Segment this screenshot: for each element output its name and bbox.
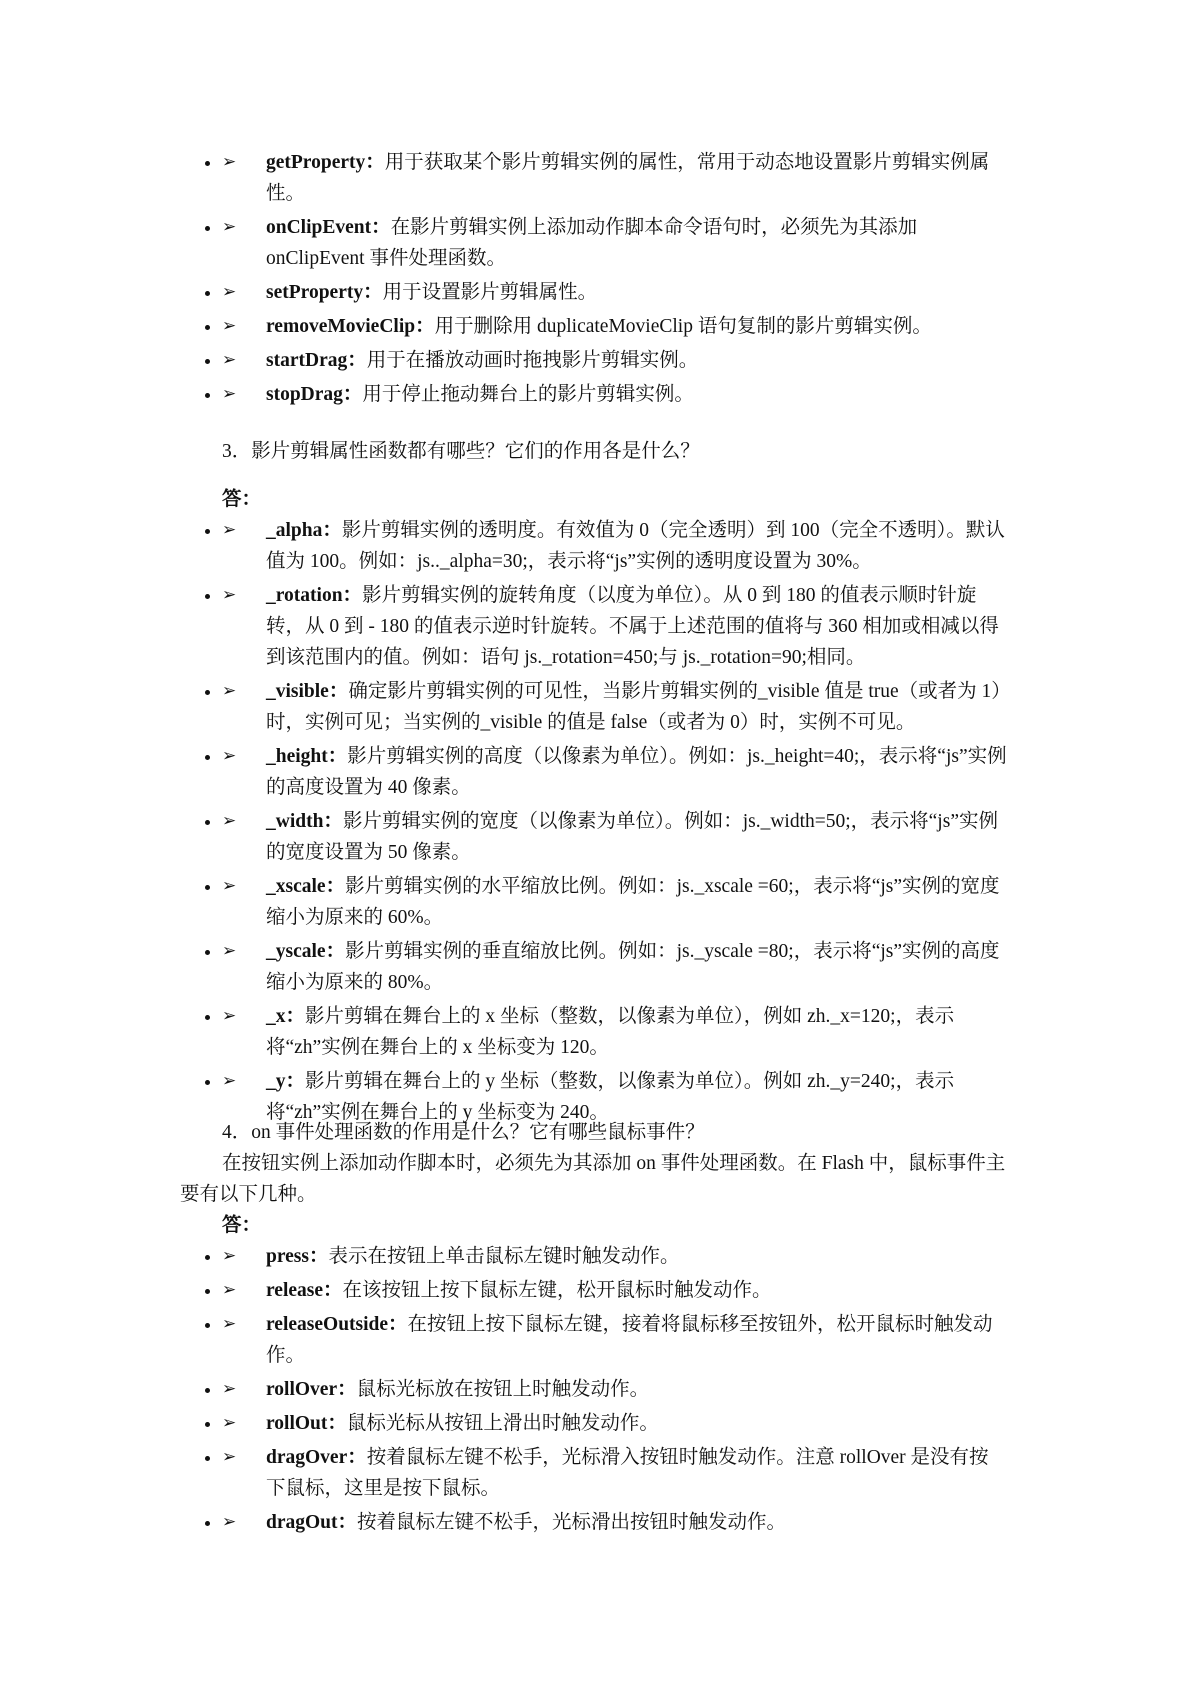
arrow-bullet-icon: • ➢: [222, 1006, 237, 1026]
arrow-bullet-icon: • ➢: [222, 282, 237, 302]
arrow-bullet-icon: • ➢: [222, 1413, 237, 1433]
property-description: 影片剪辑实例的透明度。有效值为 0（完全透明）到 100（完全不透明）。默认值为 100。例如：js.._alpha=30;，表示将“js”实例的透明度设置为 30%。: [266, 520, 1005, 572]
property-term: _visible：: [266, 681, 349, 702]
property-description: 影片剪辑在舞台上的 y 坐标（整数，以像素为单位）。例如 zh._y=240;，表示将“zh”实例在舞台上的 y 坐标变为 240。: [266, 1071, 955, 1123]
list-item: [222, 741, 1007, 803]
property-term: _height：: [266, 746, 348, 767]
event-term: releaseOutside：: [266, 1314, 408, 1335]
function-description: 用于停止拖动舞台上的影片剪辑实例。: [362, 384, 694, 405]
arrow-bullet-icon: • ➢: [222, 585, 237, 605]
arrow-bullet-icon: • ➢: [222, 746, 237, 766]
list-item: [222, 212, 1007, 274]
event-description: 在按钮上按下鼠标左键，接着将鼠标移至按钮外，松开鼠标时触发动作。: [266, 1314, 993, 1366]
list-item: [222, 1001, 1007, 1063]
property-list: [222, 515, 1007, 1128]
arrow-bullet-icon: • ➢: [222, 1379, 237, 1399]
list-item: [222, 936, 1007, 998]
list-item: [222, 379, 1007, 410]
list-item: [222, 277, 1007, 308]
question-4-intro: 在按钮实例上添加动作脚本时，必须先为其添加 on 事件处理函数。在 Flash 中，鼠标事件主要有以下几种。: [180, 1153, 1006, 1205]
arrow-bullet-icon: • ➢: [222, 876, 237, 896]
property-term: _yscale：: [266, 941, 346, 962]
property-term: _x：: [266, 1006, 306, 1027]
property-description: 影片剪辑实例的高度（以像素为单位）。例如：js._height=40;，表示将“js”实例的高度设置为 40 像素。: [266, 746, 1007, 798]
arrow-bullet-icon: • ➢: [222, 1246, 237, 1266]
property-term: _rotation：: [266, 585, 363, 606]
property-term: _alpha：: [266, 520, 342, 541]
question-3: 3．影片剪辑属性函数都有哪些？它们的作用各是什么？: [222, 441, 700, 462]
function-description: 用于在播放动画时拖拽影片剪辑实例。: [366, 350, 699, 371]
property-description: 影片剪辑实例的垂直缩放比例。例如：js._yscale =80;，表示将“js”实例的高度缩小为原来的 80%。: [266, 941, 1000, 993]
list-item: [222, 1241, 1007, 1272]
property-description: 影片剪辑实例的宽度（以像素为单位）。例如：js._width=50;，表示将“js”实例的宽度设置为 50 像素。: [266, 811, 998, 863]
event-description: 鼠标光标放在按钮上时触发动作。: [356, 1379, 650, 1400]
mouse-event-list: [222, 1241, 1007, 1538]
arrow-bullet-icon: • ➢: [222, 520, 237, 540]
function-list: [222, 147, 1007, 410]
list-item: [222, 1408, 1007, 1439]
property-description: 确定影片剪辑实例的可见性，当影片剪辑实例的_visible 值是 true（或者为 1）时，实例可见；当实例的_visible 的值是 false（或者为 0）时，实例不可见。: [266, 681, 1002, 733]
list-item: [222, 345, 1007, 376]
list-item: [222, 311, 1007, 342]
event-description: 在该按钮上按下鼠标左键，松开鼠标时触发动作。: [342, 1280, 772, 1301]
function-description: 用于删除用 duplicateMovieClip 语句复制的影片剪辑实例。: [434, 316, 932, 337]
property-description: 影片剪辑实例的旋转角度（以度为单位）。从 0 到 180 的值表示顺时针旋转，从 0 到 ‑ 180 的值表示逆时针旋转。不属于上述范围的值将与 360 相加或相减以得到该范围内的值。例如：语句 js._rotation=450;与 js._rotation=90;相同。: [266, 585, 999, 668]
event-description: 按着鼠标左键不松手，光标滑出按钮时触发动作。: [357, 1512, 787, 1533]
arrow-bullet-icon: • ➢: [222, 941, 237, 961]
function-term: removeMovieClip：: [266, 316, 435, 337]
list-item: [222, 676, 1007, 738]
list-item: [222, 147, 1007, 209]
property-description: 影片剪辑实例的水平缩放比例。例如：js._xscale =60;，表示将“js”实例的宽度缩小为原来的 60%。: [266, 876, 1000, 928]
arrow-bullet-icon: • ➢: [222, 1512, 237, 1532]
answer-label: 答：: [222, 489, 262, 510]
function-term: getProperty：: [266, 152, 385, 173]
function-term: onClipEvent：: [266, 217, 391, 238]
list-item: [222, 1507, 1007, 1538]
function-description: 用于获取某个影片剪辑实例的属性，常用于动态地设置影片剪辑实例属性。: [266, 152, 990, 204]
event-description: 按着鼠标左键不松手，光标滑入按钮时触发动作。注意 rollOver 是没有按下鼠标，这里是按下鼠标。: [266, 1447, 989, 1499]
list-item: [222, 806, 1007, 868]
event-term: release：: [266, 1280, 343, 1301]
property-term: _xscale：: [266, 876, 346, 897]
arrow-bullet-icon: • ➢: [222, 1071, 237, 1091]
list-item: [222, 515, 1007, 577]
event-term: press：: [266, 1246, 329, 1267]
list-item: [222, 871, 1007, 933]
list-item: [222, 1442, 1007, 1504]
arrow-bullet-icon: • ➢: [222, 152, 237, 172]
question-4: 4．on 事件处理函数的作用是什么？它有哪些鼠标事件？: [222, 1122, 705, 1143]
event-description: 表示在按钮上单击鼠标左键时触发动作。: [328, 1246, 680, 1267]
arrow-bullet-icon: • ➢: [222, 1280, 237, 1300]
event-term: dragOver：: [266, 1447, 367, 1468]
function-description: 用于设置影片剪辑属性。: [382, 282, 598, 303]
arrow-bullet-icon: • ➢: [222, 1447, 237, 1467]
property-description: 影片剪辑在舞台上的 x 坐标（整数，以像素为单位），例如 zh._x=120;，表示将“zh”实例在舞台上的 x 坐标变为 120。: [266, 1006, 955, 1058]
function-term: startDrag：: [266, 350, 367, 371]
event-term: rollOver：: [266, 1379, 357, 1400]
list-item: [222, 1275, 1007, 1306]
arrow-bullet-icon: • ➢: [222, 350, 237, 370]
arrow-bullet-icon: • ➢: [222, 384, 237, 404]
list-item: [222, 580, 1007, 673]
function-term: setProperty：: [266, 282, 383, 303]
list-item: [222, 1374, 1007, 1405]
arrow-bullet-icon: • ➢: [222, 316, 237, 336]
arrow-bullet-icon: • ➢: [222, 681, 237, 701]
list-item: [222, 1309, 1007, 1371]
function-description: 在影片剪辑实例上添加动作脚本命令语句时，必须先为其添加 onClipEvent 事件处理函数。: [266, 217, 918, 269]
answer-label: 答：: [222, 1215, 262, 1236]
function-term: stopDrag：: [266, 384, 363, 405]
property-term: _width：: [266, 811, 343, 832]
event-term: dragOut：: [266, 1512, 358, 1533]
arrow-bullet-icon: • ➢: [222, 217, 237, 237]
arrow-bullet-icon: • ➢: [222, 1314, 237, 1334]
event-description: 鼠标光标从按钮上滑出时触发动作。: [346, 1413, 659, 1434]
arrow-bullet-icon: • ➢: [222, 811, 237, 831]
event-term: rollOut：: [266, 1413, 347, 1434]
property-term: _y：: [266, 1071, 306, 1092]
